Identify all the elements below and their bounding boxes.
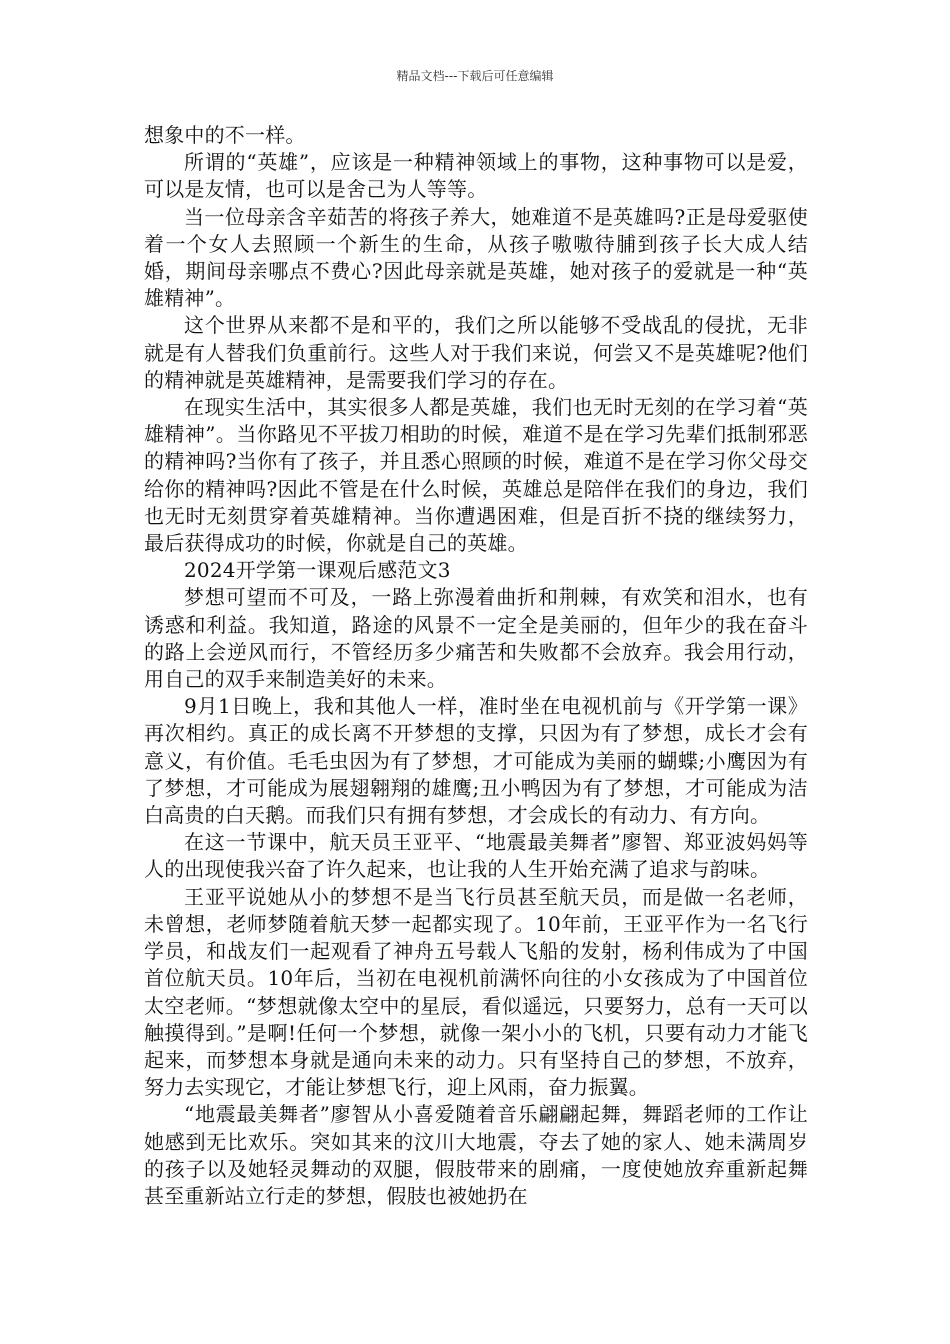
paragraph: 梦想可望而不可及，一路上弥漫着曲折和荆棘，有欢笑和泪水，也有诱惑和利益。我知道，路途的风景不一定全是美丽的，但年少的我在奋斗的路上会逆风而行，不管经历多少痛苦和失败都不会放弃。我会用行动，用自己的双手来制造美好的未来。 [144, 585, 808, 692]
paragraph: 这个世界从来都不是和平的，我们之所以能够不受战乱的侵扰，无非就是有人替我们负重前行。这些人对于我们来说，何尝又不是英雄呢?他们的精神就是英雄精神，是需要我们学习的存在。 [144, 313, 808, 392]
paragraph: 所谓的“英雄”，应该是一种精神领域上的事物，这种事物可以是爱，可以是友情，也可以是舍己为人等等。 [144, 150, 808, 202]
page-header: 精品文档---下载后可任意编辑 [396, 69, 554, 83]
document-body [144, 122, 808, 1210]
paragraph: 当一位母亲含辛茹苦的将孩子养大，她难道不是英雄吗?正是母爱驱使着一个女人去照顾一个新生的生命，从孩子嗷嗷待脯到孩子长大成人结婚，期间母亲哪点不费心?因此母亲就是英雄，她对孩子的爱就是一种“英雄精神”。 [144, 204, 808, 311]
paragraph: 9月1日晚上，我和其他人一样，准时坐在电视机前与《开学第一课》再次相约。真正的成长离不开梦想的支撑，只因为有了梦想，成长才会有意义，有价值。毛毛虫因为有了梦想，才可能成为美丽的蝴蝶;小鹰因为有了梦想，才可能成为展翅翱翔的雄鹰;丑小鸭因为有了梦想，才可能成为洁白高贵的白天鹅。而我们只有拥有梦想，才会成长的有动力、有方向。 [144, 694, 808, 828]
section-heading: 2024开学第一课观后感范文3 [184, 558, 451, 583]
paragraph: “地震最美舞者”廖智从小喜爱随着音乐翩翩起舞，舞蹈老师的工作让她感到无比欢乐。突如其来的汶川大地震，夺去了她的家人、她未满周岁的孩子以及她轻灵舞动的双腿，假肢带来的剧痛，一度使她放弃重新起舞甚至重新站立行走的梦想，假肢也被她扔在 [144, 1102, 808, 1208]
paragraph: 在这一节课中，航天员王亚平、“地震最美舞者”廖智、郑亚波妈妈等人的出现使我兴奋了许久起来，也让我的人生开始充满了追求与韵味。 [144, 830, 808, 882]
paragraph: 王亚平说她从小的梦想不是当飞行员甚至航天员，而是做一名老师，未曾想，老师梦随着航天梦一起都实现了。10年前，王亚平作为一名飞行学员，和战友们一起观看了神舟五号载人飞船的发射，杨利伟成为了中国首位航天员。10年后，当初在电视机前满怀向往的小女孩成为了中国首位太空老师。“梦想就像太空中的星辰，看似遥远，只要努力，总有一天可以触摸得到。”是啊!任何一个梦想，就像一架小小的飞机，只要有动力才能飞起来，而梦想本身就是通向未来的动力。只有坚持自己的梦想，不放弃，努力去实现它，才能让梦想飞行，迎上风雨，奋力振翼。 [144, 884, 808, 1100]
paragraph: 在现实生活中，其实很多人都是英雄，我们也无时无刻的在学习着“英雄精神”。当你路见不平拔刀相助的时候，难道不是在学习先辈们抵制邪恶的精神吗?当你有了孩子，并且悉心照顾的时候，难道不是在学习你父母交给你的精神吗?因此不管是在什么时候，英雄总是陪伴在我们的身边，我们也无时无刻贯穿着英雄精神。当你遭遇困难，但是百折不挠的继续努力，最后获得成功的时候，你就是自己的英雄。 [144, 395, 808, 556]
paragraph-continuation: 想象中的不一样。 [144, 123, 306, 147]
